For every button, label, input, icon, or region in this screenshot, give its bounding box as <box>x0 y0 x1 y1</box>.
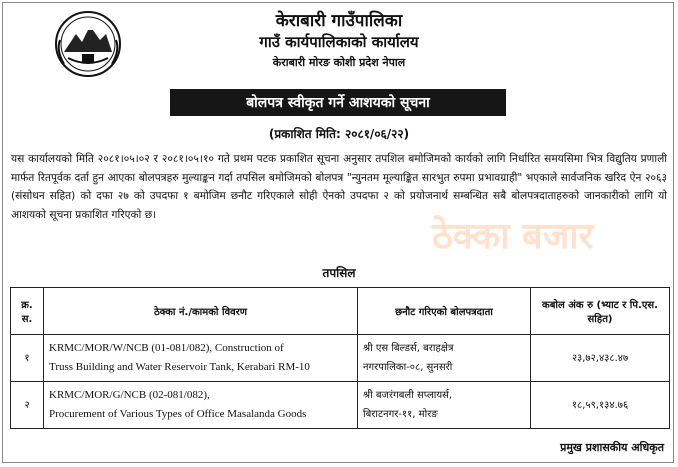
row-bidder <box>358 382 531 429</box>
notice-title-banner: बोलपत्र स्वीकृत गर्ने आशयको सूचना <box>170 89 506 116</box>
tender-table <box>10 287 670 429</box>
bidder-line: श्री बजरंगबली सप्लायर्स, <box>363 390 453 401</box>
bidder-line: नगरपालिका-०८, सुनसरी <box>363 362 453 373</box>
signature-title: प्रमुख प्रशासकीय अधिकृत <box>560 441 664 454</box>
row-description <box>44 382 358 429</box>
table-row <box>11 335 670 382</box>
office-name: गाउँ कार्यपालिकाको कार्यालय <box>259 33 419 51</box>
bidder-line: श्री एस बिल्डर्स, बराहक्षेत्र <box>363 343 454 354</box>
description-line: Procurement of Various Types of Office Masalanda Goods <box>49 408 307 420</box>
description-line: Truss Building and Water Reservoir Tank, Kerabari RM-10 <box>49 361 310 373</box>
header-description: ठेक्का नं./कामको विवरण <box>44 288 358 335</box>
row-amount: १८,५९,१३४.७६ <box>531 382 670 429</box>
row-description <box>44 335 358 382</box>
watermark-logo: ठेक्का बजार <box>432 216 594 257</box>
header-amount: कबोल अंक रु (भ्याट र पि.एस. सहित) <box>531 288 670 335</box>
row-amount: २३,७२,४३८.४७ <box>531 335 670 382</box>
row-bidder <box>358 335 531 382</box>
row-sn: २ <box>11 382 44 429</box>
table-row <box>11 382 670 429</box>
notice-body-text: यस कार्यालयको मिति २०८१।०५।०२ र २०८१।०५।१० गते प्रथम पटक प्रकाशित सूचना अनुसार तपशिल बमोजिमको कार्यको लागि निर्धारित समयसिमा भित्र विद्युतिय प्रणाली मार्फत रितपूर्वक दर्ता हुन आएका बोलपत्रहरु मुल्याङ्कन गर्दा तपसिल बमोजिमको बोलपत्र "न्युनतम मूल्याङ्कित सारभुत रुपमा प्रभावग्राही" भएकाले सार्वजनिक खरिद ऐन २०६३ (संसोधन सहित) को दफा २७ को उपदफा १ बमोजिम छनौट गरिएकाले सोही ऐनको उपदफा २ को प्रयोजनार्थ सम्बन्धित सबै बोलपत्रदाताहरुको जानकारीको लागि यो आशयको सूचना प्रकाशित गरिएको छ। <box>11 153 667 221</box>
section-title: तपसिल <box>322 266 356 280</box>
header-sn: क्र. स. <box>11 288 44 335</box>
description-line: KRMC/MOR/W/NCB (01-081/082), Construction of <box>49 342 284 354</box>
municipality-name: केराबारी गाउँपालिका <box>275 11 403 31</box>
table-header-row <box>11 288 670 335</box>
bidder-line: बिराटनगर-११, मोरङ <box>363 409 438 420</box>
row-sn: १ <box>11 335 44 382</box>
header-bidder: छनौट गरिएको बोलपत्रदाता <box>358 288 531 335</box>
office-address: केराबारी मोरङ कोशी प्रदेश नेपाल <box>272 56 406 69</box>
description-line: KRMC/MOR/G/NCB (02-081/082), <box>49 389 210 401</box>
published-date: (प्रकाशित मिति: २०८१/०६/२२) <box>268 127 410 141</box>
